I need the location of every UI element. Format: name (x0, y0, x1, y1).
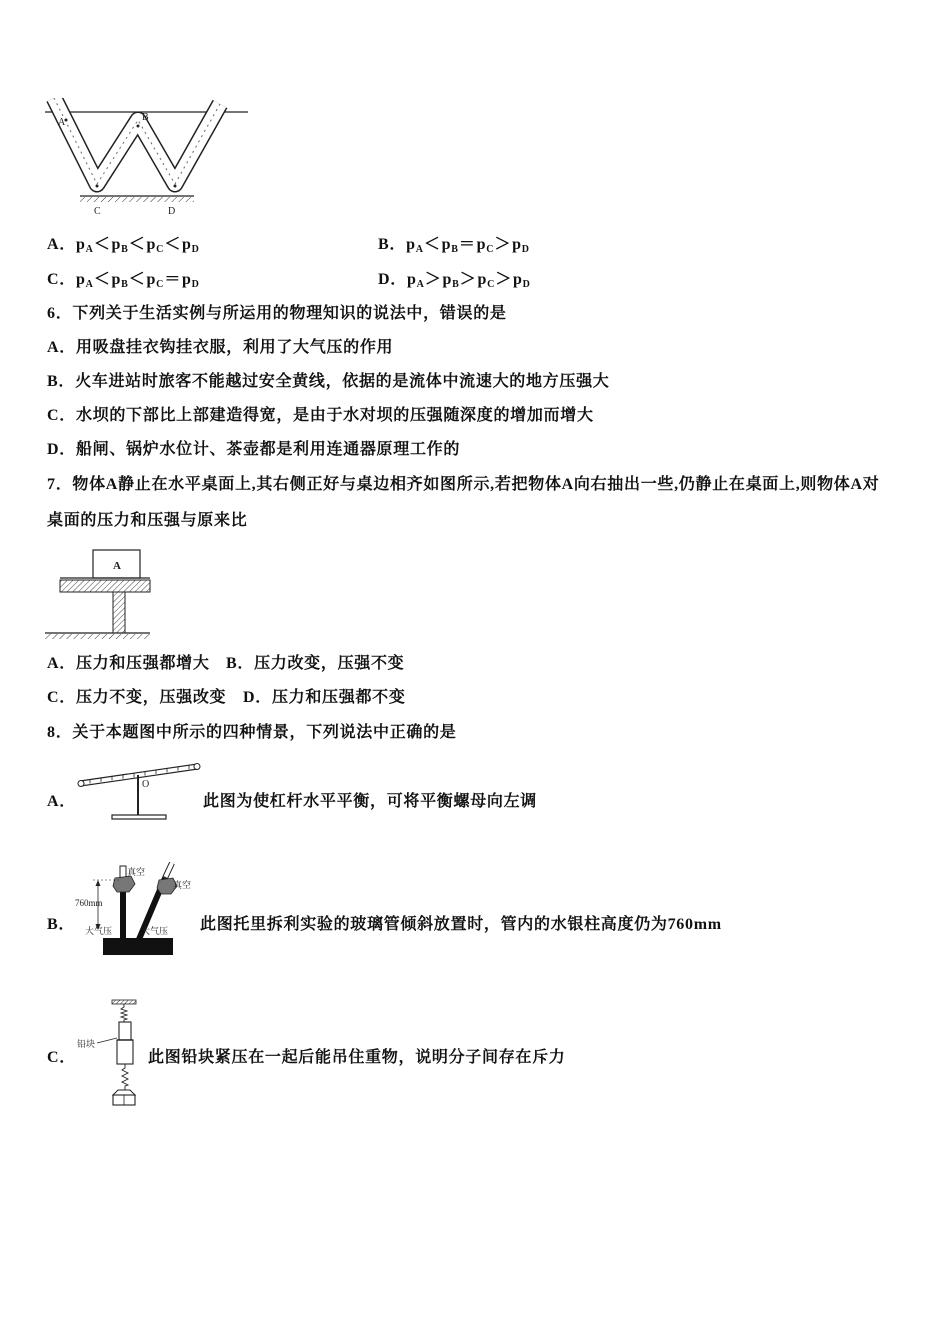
subscript: A (416, 279, 424, 290)
upper-lead-block (119, 1022, 131, 1040)
balance-nut-left (78, 781, 84, 787)
subscript: D (522, 279, 530, 290)
label-leader-line (97, 1038, 117, 1043)
lever-figure (75, 755, 205, 825)
operator: ＜ (164, 236, 182, 253)
subscript: D (521, 244, 529, 255)
term: p (441, 236, 452, 253)
point-b-dot (137, 125, 140, 128)
subscript: A (85, 244, 93, 255)
q8-option-a-text: 此图为使杠杆水平平衡，可将平衡螺母向左调 (203, 793, 538, 810)
operator: ＝ (458, 236, 476, 253)
height-label: 760mm (75, 898, 103, 908)
operator: ＜ (423, 236, 441, 253)
point-b-label: B (142, 112, 149, 123)
q6-option-a: A．用吸盘挂衣钩挂衣服，利用了大气压的作用 (47, 339, 394, 356)
q5-option-d (378, 270, 530, 292)
subscript: D (191, 244, 199, 255)
term: p (75, 271, 86, 288)
term: p (111, 236, 122, 253)
term: p (477, 271, 488, 288)
point-d-dot (174, 185, 177, 188)
stand-base (112, 815, 166, 819)
balance-nut-right (194, 764, 200, 770)
term: p (182, 271, 192, 288)
option-label: C． (47, 271, 76, 288)
mercury-dish (103, 938, 173, 955)
q5-option-a (47, 235, 199, 257)
q7-stem-line-2: 桌面的压力和压强与原来比 (47, 512, 248, 529)
term: p (406, 271, 417, 288)
operator: ＞ (424, 271, 442, 288)
subscript: A (85, 279, 93, 290)
point-a-label: A (58, 117, 66, 128)
term: p (513, 271, 523, 288)
term: p (111, 271, 122, 288)
subscript: C (156, 279, 164, 290)
operator: ＜ (128, 271, 146, 288)
term: p (146, 271, 157, 288)
ground-hatch (45, 634, 150, 639)
term: p (146, 236, 157, 253)
point-d-label: D (168, 206, 176, 217)
lower-spring (122, 1064, 128, 1090)
q5-option-b (378, 235, 529, 257)
term: p (512, 236, 522, 253)
operator: ＝ (164, 271, 182, 288)
option-label: A． (47, 236, 76, 253)
subscript: D (191, 279, 199, 290)
lead-block-figure (75, 998, 145, 1108)
w-container-figure (42, 98, 252, 218)
subscript: C (487, 279, 495, 290)
subscript: B (452, 279, 459, 290)
ground-hatch (80, 197, 194, 202)
q8-option-b-label: B． (47, 916, 76, 933)
q6-option-b: B．火车进站时旅客不能越过安全黄线，依据的是流体中流速大的地方压强大 (47, 373, 610, 390)
height-arrow-top (96, 880, 101, 886)
tube-interior (54, 98, 220, 184)
hand-left (113, 876, 135, 892)
q5-option-c (47, 270, 199, 292)
table-top (60, 580, 150, 592)
q8-option-b-text: 此图托里拆利实验的玻璃管倾斜放置时，管内的水银柱高度仍为760mm (200, 916, 722, 933)
subscript: B (121, 279, 128, 290)
term: p (442, 271, 453, 288)
torricelli-figure (75, 862, 200, 960)
q7-option-c: C．压力不变，压强改变 (47, 689, 227, 706)
term: p (75, 236, 86, 253)
subscript: A (415, 244, 423, 255)
subscript: C (486, 244, 494, 255)
q7-stem-line-1: 7．物体A静止在水平桌面上,其右侧正好与桌边相齐如图所示,若把物体A向右抽出一些,仍静止在桌面上,则物体A对 (47, 476, 880, 493)
q8-option-c-text: 此图铅块紧压在一起后能吊住重物，说明分子间存在斥力 (148, 1049, 566, 1066)
lead-block-label: 铅块 (77, 1039, 96, 1049)
table-block-figure (40, 545, 155, 641)
operator: ＜ (128, 236, 146, 253)
atm-label-left: 大气压 (85, 926, 113, 936)
q7-option-d: D．压力和压强都不变 (243, 689, 406, 706)
option-label: B． (378, 236, 407, 253)
operator: ＜ (93, 271, 111, 288)
subscript: C (156, 244, 164, 255)
subscript: B (121, 244, 128, 255)
vacuum-label-left: 真空 (127, 867, 146, 877)
subscript: B (451, 244, 458, 255)
atm-label-right: 大气压 (141, 926, 169, 936)
upper-spring (121, 1004, 127, 1022)
q6-stem: 6．下列关于生活实例与所运用的物理知识的说法中，错误的是 (47, 305, 507, 322)
q6-option-c: C．水坝的下部比上部建造得宽，是由于水对坝的压强随深度的增加而增大 (47, 407, 594, 424)
q7-option-a: A．压力和压强都增大 (47, 655, 210, 672)
term: p (406, 236, 416, 253)
vacuum-label-right: 真空 (173, 880, 192, 890)
q6-option-d: D．船闸、锅炉水位计、茶壶都是利用连通器原理工作的 (47, 441, 461, 458)
operator: ＞ (494, 236, 512, 253)
ceiling-plate (112, 1000, 136, 1004)
lower-lead-block (117, 1040, 133, 1064)
q8-stem: 8．关于本题图中所示的四种情景，下列说法中正确的是 (47, 724, 457, 741)
point-c-label: C (94, 206, 101, 217)
operator: ＜ (93, 236, 111, 253)
operator: ＞ (459, 271, 477, 288)
operator: ＞ (495, 271, 513, 288)
q8-option-a-label: A． (47, 793, 76, 810)
term: p (182, 236, 192, 253)
block-a-label: A (113, 560, 121, 572)
weight-top (113, 1090, 135, 1095)
option-label: D． (378, 271, 407, 288)
q8-option-c-label: C． (47, 1049, 76, 1066)
point-c-dot (96, 185, 99, 188)
pivot-label: O (142, 779, 150, 790)
table-leg (113, 592, 125, 633)
q7-option-b: B．压力改变，压强不变 (226, 655, 405, 672)
term: p (476, 236, 487, 253)
